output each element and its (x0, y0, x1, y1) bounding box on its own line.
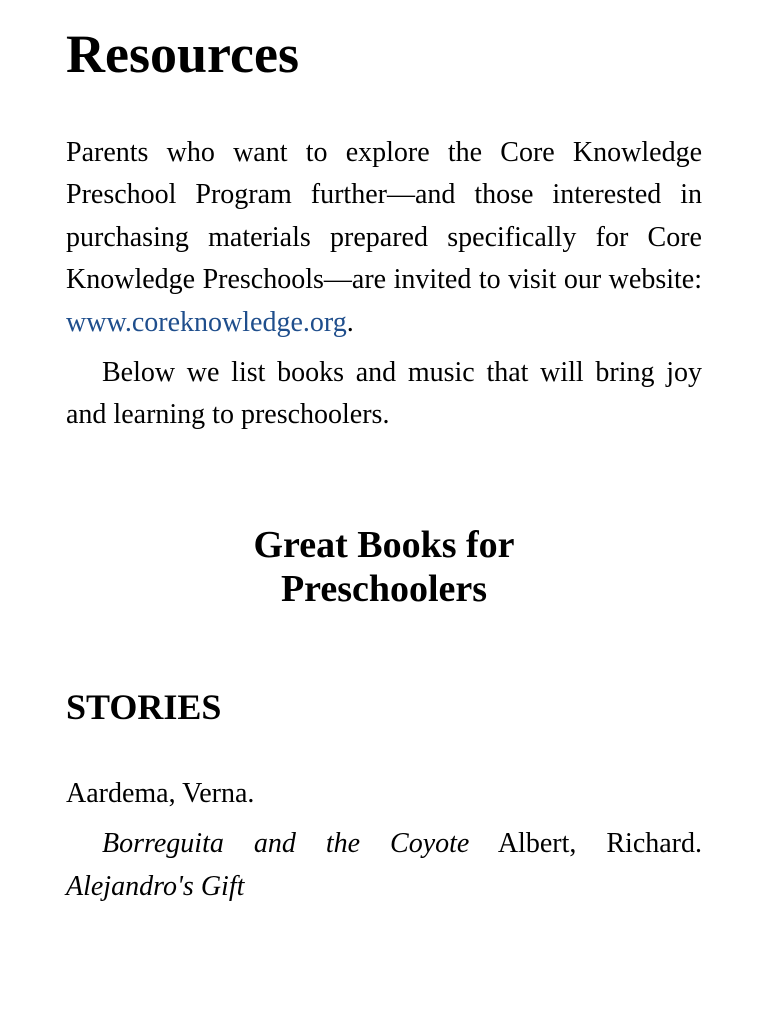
section-heading-line1: Great Books for (253, 523, 515, 566)
author-albert: Albert, Richard. (469, 828, 702, 860)
stories-heading: STORIES (66, 686, 222, 727)
section-heading (66, 523, 702, 611)
book-title-borreguita: Borreguita and the Coyote (102, 828, 470, 860)
intro-text: Parents who want to explore the Core Knowledge Preschool Program further—and those interested in purchasing materials prepared specifically for Core Knowledge Preschools—are invited to visit our website: (66, 137, 702, 296)
intro-paragraph (66, 132, 702, 344)
intro-period: . (346, 306, 354, 338)
website-link[interactable]: www.coreknowledge.org (66, 306, 347, 338)
section-heading-line2: Preschoolers (280, 567, 488, 610)
story-entry-aardema: Aardema, Verna. (66, 777, 255, 809)
story-entry-borreguita (66, 823, 702, 908)
book-title-alejandro: Alejandro's Gift (66, 870, 245, 902)
below-list-paragraph: Below we list books and music that will bring joy and learning to preschoolers. (66, 357, 702, 431)
page-title: Resources (66, 24, 299, 84)
